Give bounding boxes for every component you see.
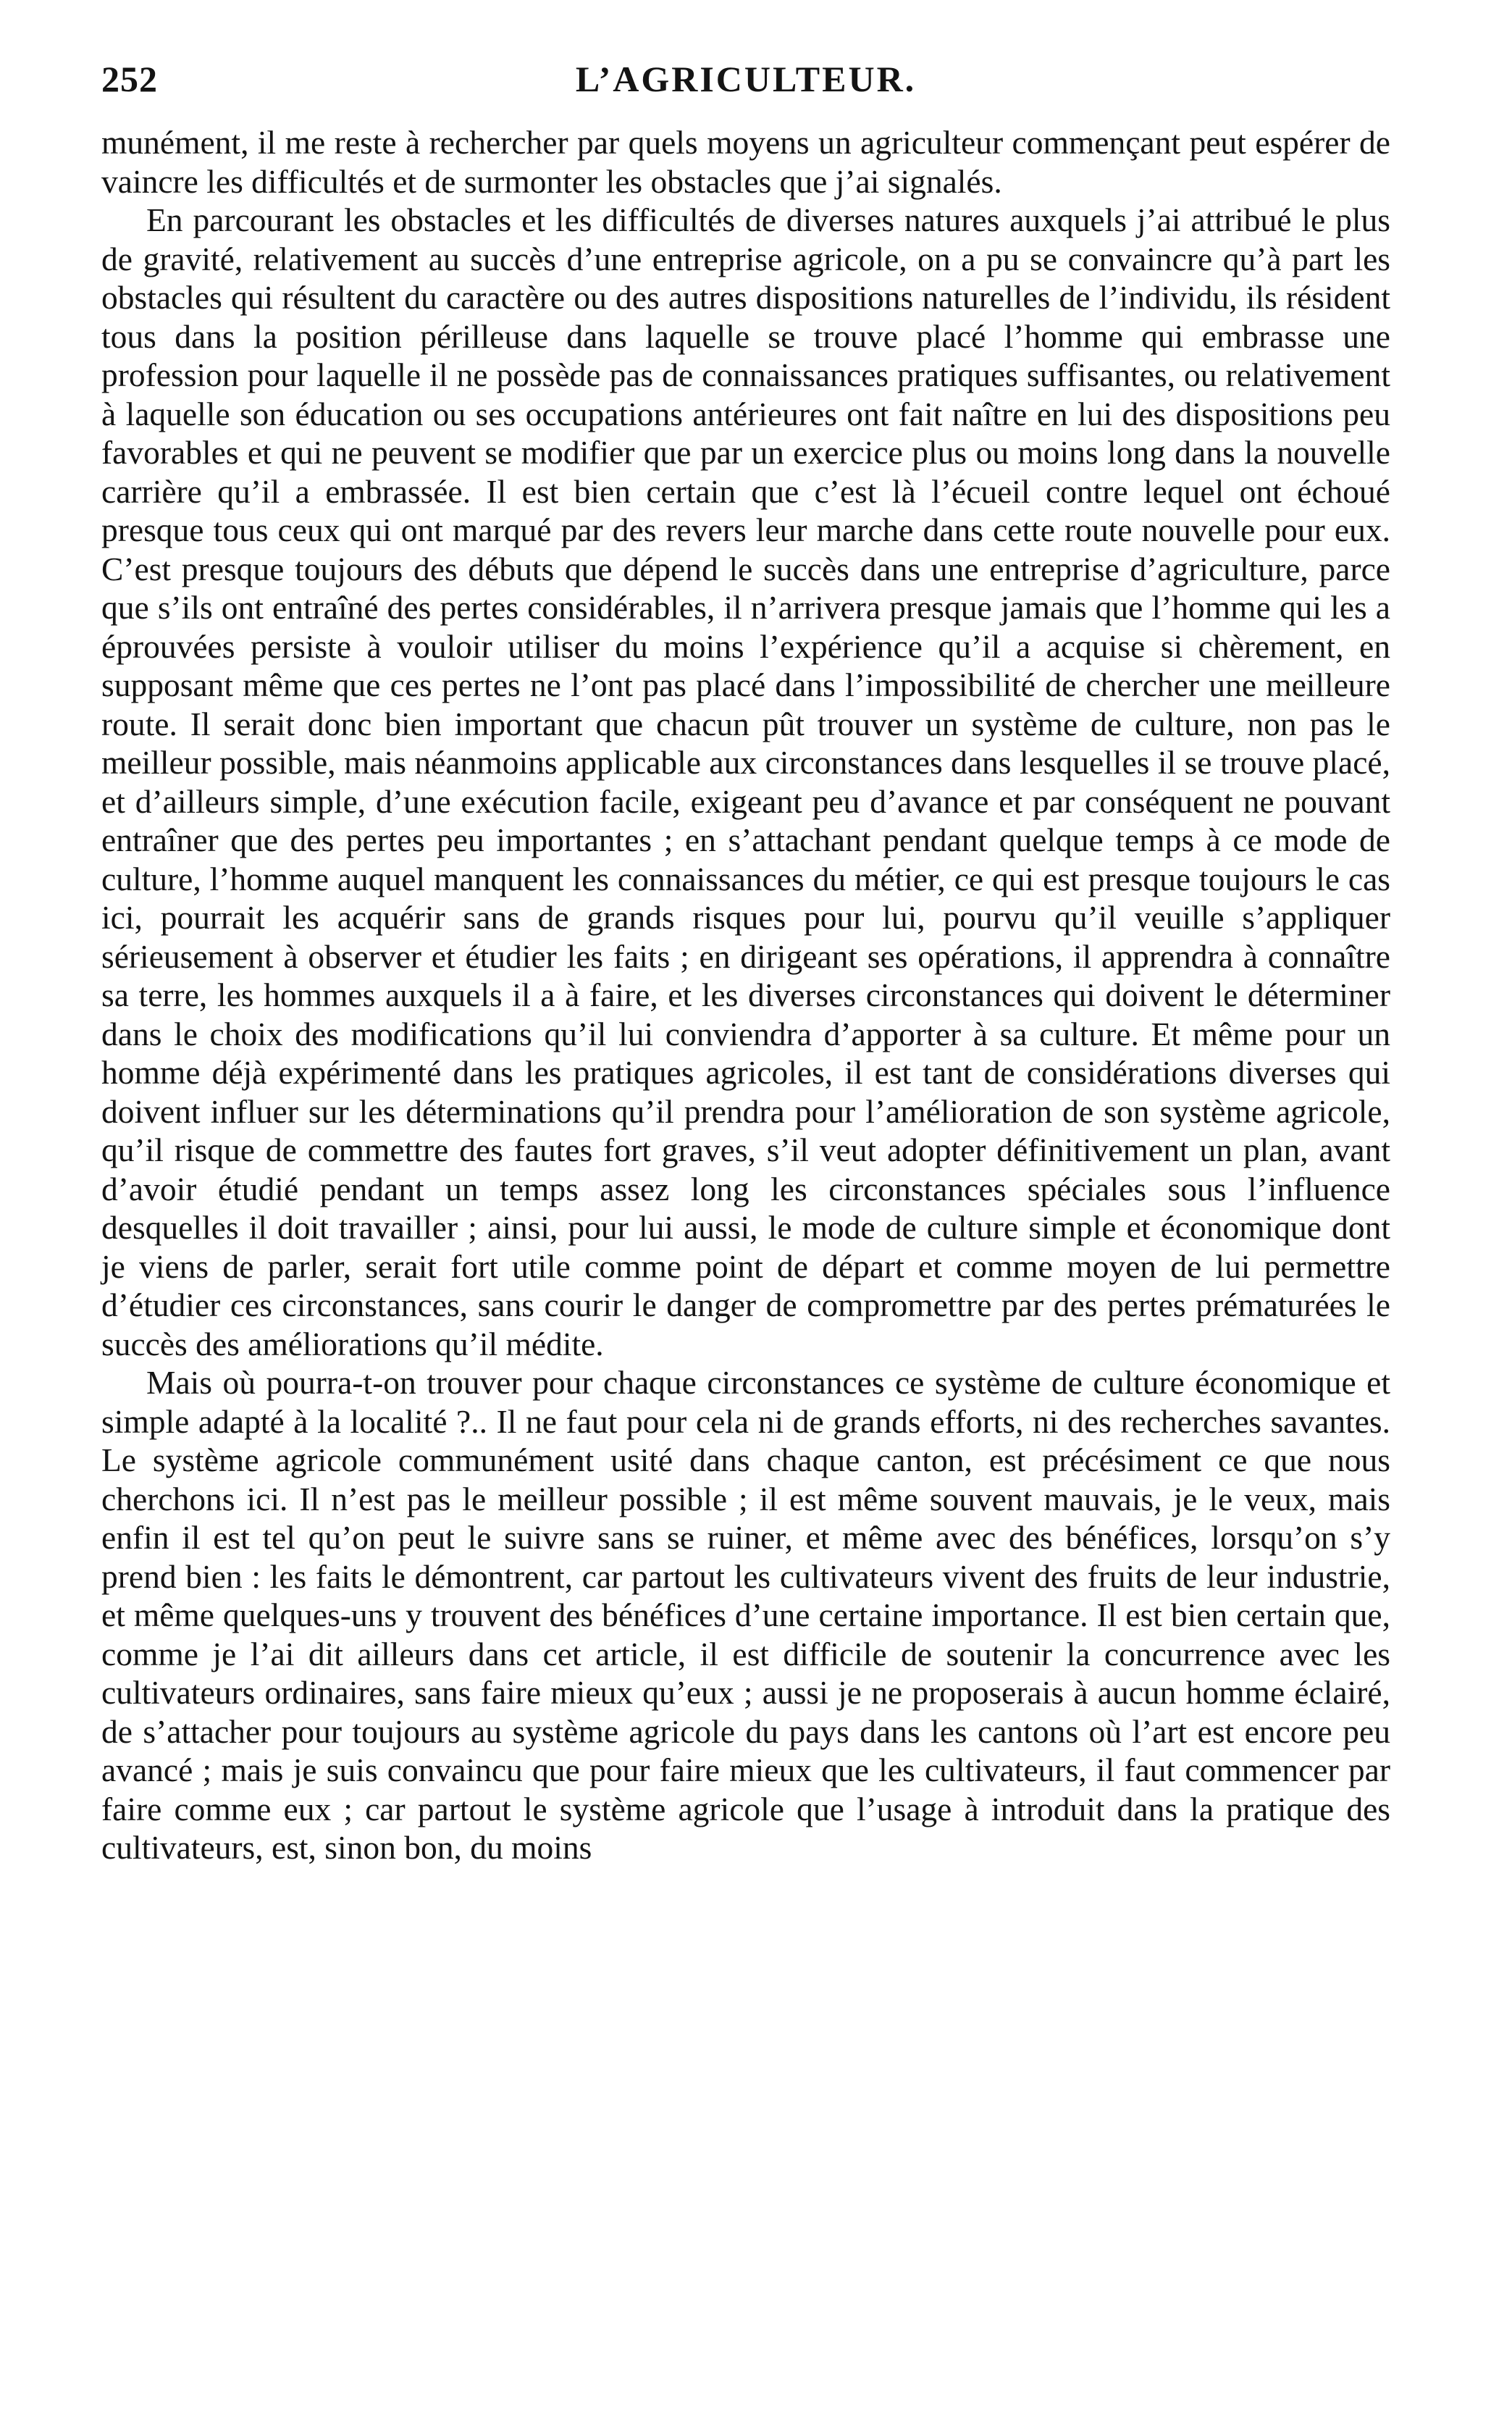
- paragraph-local-system: Mais où pourra-t-on trouver pour chaque circonstances ce système de culture économique et simple adapté à la localité ?.. Il ne faut pour cela ni de grands efforts, ni des recherches savantes. Le système agricole communément usité dans chaque canton, est précésiment ce que nous cherchons ici. Il n’est pas le meilleur possible ; il est même souvent mauvais, je le veux, mais enfin il est tel qu’on peut le suivre sans se ruiner, et même avec des bénéfices, lorsqu’on s’y prend bien : les faits le démontrent, car partout les cultivateurs vivent des fruits de leur industrie, et même quelques-uns y trouvent des bénéfices d’une certaine importance. Il est bien certain que, comme je l’ai dit ailleurs dans cet article, il est difficile de soutenir la concurrence avec les cultivateurs ordinaires, sans faire mieux qu’eux ; aussi je ne proposerais à aucun homme éclairé, de s’attacher pour toujours au système agricole du pays dans les cantons où l’art est encore peu avancé ; mais je suis convaincu que pour faire mieux que les cultivateurs, il faut commencer par faire comme eux ; car partout le système agricole que l’usage à introduit dans la pratique des cultivateurs, est, sinon bon, du moins: [101, 1364, 1390, 1866]
- paragraph-obstacles: En parcourant les obstacles et les difficultés de diverses natures auxquels j’ai attribué le plus de gravité, relativement au succès d’une entreprise agricole, on a pu se convaincre qu’à part les obstacles qui résultent du caractère ou des autres dispositions naturelles de l’individu, ils résident tous dans la position périlleuse dans laquelle se trouve placé l’homme qui embrasse une profession pour laquelle il ne possède pas de connaissances pratiques suffisantes, ou relativement à laquelle son éducation ou ses occupations antérieures ont fait naître en lui des dispositions peu favorables et qui ne peuvent se modifier que par un exercice plus ou moins long dans la nouvelle carrière qu’il a embrassée. Il est bien certain que c’est là l’écueil contre lequel ont échoué presque tous ceux qui ont marqué par des revers leur marche dans cette route nouvelle pour eux. C’est presque toujours des débuts que dépend le succès dans une entreprise d’agriculture, parce que s’ils ont entraîné des pertes considérables, il n’arrivera presque jamais que l’homme qui les a éprouvées persiste à vouloir utiliser du moins l’expérience qu’il a acquise si chèrement, en supposant même que ces pertes ne l’ont pas placé dans l’impossibilité de chercher une meilleure route. Il serait donc bien important que chacun pût trouver un système de culture, non pas le meilleur possible, mais néanmoins applicable aux circonstances dans lesquelles il se trouve placé, et d’ailleurs simple, d’une exécution facile, exigeant peu d’avance et par conséquent ne pouvant entraîner que des pertes peu importantes ; en s’attachant pendant quelque temps à ce mode de culture, l’homme auquel manquent les connaissances du métier, ce qui est presque toujours le cas ici, pourrait les acquérir sans de grands risques pour lui, pourvu qu’il veuille s’appliquer sérieusement à observer et étudier les faits ; en dirigeant ses opérations, il apprendra à connaître sa terre, les hommes auxquels il a à faire, et les diverses circonstances qui doivent le déterminer dans le choix des modifications qu’il lui conviendra d’apporter à sa culture. Et même pour un homme déjà expérimenté dans les pratiques agricoles, il est tant de considérations diverses qui doivent influer sur les déterminations qu’il prendra pour l’amélioration de son système agricole, qu’il risque de commettre des fautes fort graves, s’il veut adopter définitivement un plan, avant d’avoir étudié pendant un temps assez long les circonstances spéciales sous l’influence desquelles il doit travailler ; ainsi, pour lui aussi, le mode de culture simple et économique dont je viens de parler, serait fort utile comme point de départ et comme moyen de lui permettre d’étudier ces circonstances, sans courir le danger de compromettre par des pertes prématurées le succès des améliorations qu’il médite.: [101, 201, 1390, 1362]
- body-text: [101, 123, 1390, 1867]
- book-page: [101, 58, 1390, 2354]
- running-title: L’AGRICULTEUR.: [575, 59, 917, 99]
- page-number: 252: [101, 59, 158, 99]
- paragraph-continuation: munément, il me reste à rechercher par quels moyens un agriculteur commençant peut espérer de vaincre les difficultés et de surmonter les obstacles que j’ai signalés.: [101, 124, 1390, 200]
- page-header: [101, 58, 1390, 117]
